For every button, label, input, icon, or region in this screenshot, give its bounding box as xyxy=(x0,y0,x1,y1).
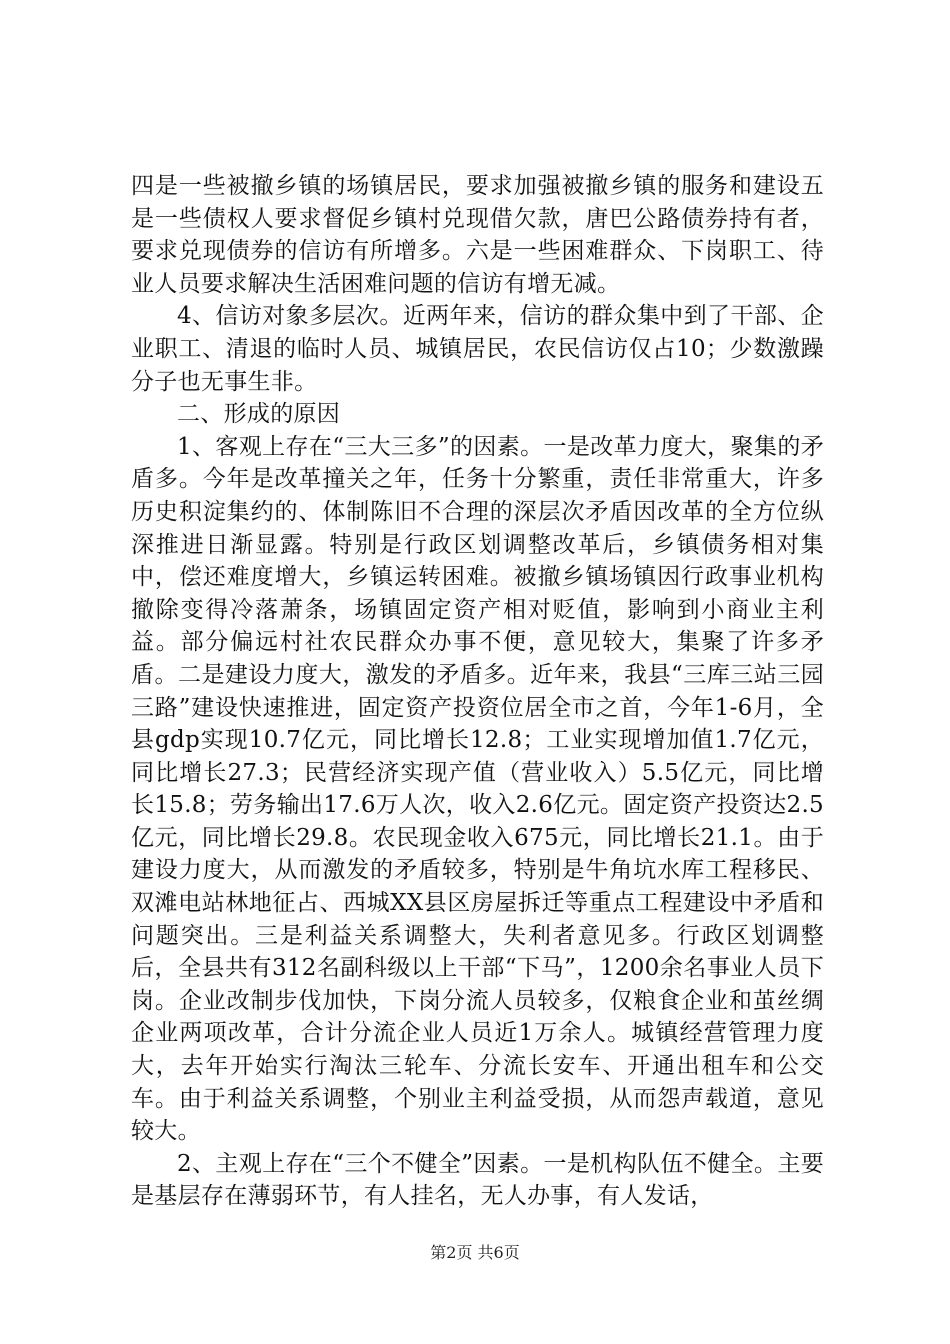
paragraph-3: 1、客观上存在“三大三多”的因素。一是改革力度大，聚集的矛盾多。今年是改革撞关之年，任务十分繁重，责任非常重大，许多历史积淀集约的、体制陈旧不合理的深层次矛盾因改革的全方位纵深推进日渐显露。特别是行政区划调整改革后，乡镇债务相对集中，偿还难度增大，乡镇运转困难。被撤乡镇场镇因行政事业机构撤除变得冷落萧条，场镇固定资产相对贬值，影响到小商业主利益。部分偏远村社农民群众办事不便，意见较大，集聚了许多矛盾。二是建设力度大，激发的矛盾多。近年来，我县“三库三站三园三路”建设快速推进，固定资产投资位居全市之首，今年1-6月，全县gdp实现10.7亿元，同比增长12.8；工业实现增加值1.7亿元，同比增长27.3；民营经济实现产值（营业收入）5.5亿元，同比增长15.8；劳务输出17.6万人次，收入2.6亿元。固定资产投资达2.5亿元，同比增长29.8。农民现金收入675元，同比增长21.1。由于建设力度大，从而激发的矛盾较多，特别是牛角坑水库工程移民、双滩电站林地征占、西城XX县区房屋拆迁等重点工程建设中矛盾和问题突出。三是利益关系调整大，失利者意见多。行政区划调整后，全县共有312名副科级以上干部“下马”，1200余名事业人员下岗。企业改制步伐加快，下岗分流人员较多，仅粮食企业和茧丝绸企业两项改革，合计分流企业人员近1万余人。城镇经营管理力度大，去年开始实行淘汰三轮车、分流长安车、开通出租车和公交车。由于利益关系调整，个别业主利益受损，从而怨声载道，意见较大。 xyxy=(131,433,824,1145)
paragraph-1: 四是一些被撤乡镇的场镇居民，要求加强被撤乡镇的服务和建设五是一些债权人要求督促乡镇村兑现借欠款，唐巴公路债券持有者，要求兑现债券的信访有所增多。六是一些困难群众、下岗职工、待业人员要求解决生活困难问题的信访有增无减。 xyxy=(131,173,824,297)
paragraph-2: 4、信访对象多层次。近两年来，信访的群众集中到了干部、企业职工、清退的临时人员、城镇居民，农民信访仅占10；少数激躁分子也无事生非。 xyxy=(131,303,824,395)
document-body xyxy=(131,170,824,1213)
paragraph-4: 2、主观上存在“三个不健全”因素。一是机构队伍不健全。主要是基层存在薄弱环节，有人挂名，无人办事，有人发话， xyxy=(131,1150,824,1210)
section-heading: 二、形成的原因 xyxy=(177,401,341,428)
page-number-footer: 第2页 共6页 xyxy=(430,1243,520,1262)
